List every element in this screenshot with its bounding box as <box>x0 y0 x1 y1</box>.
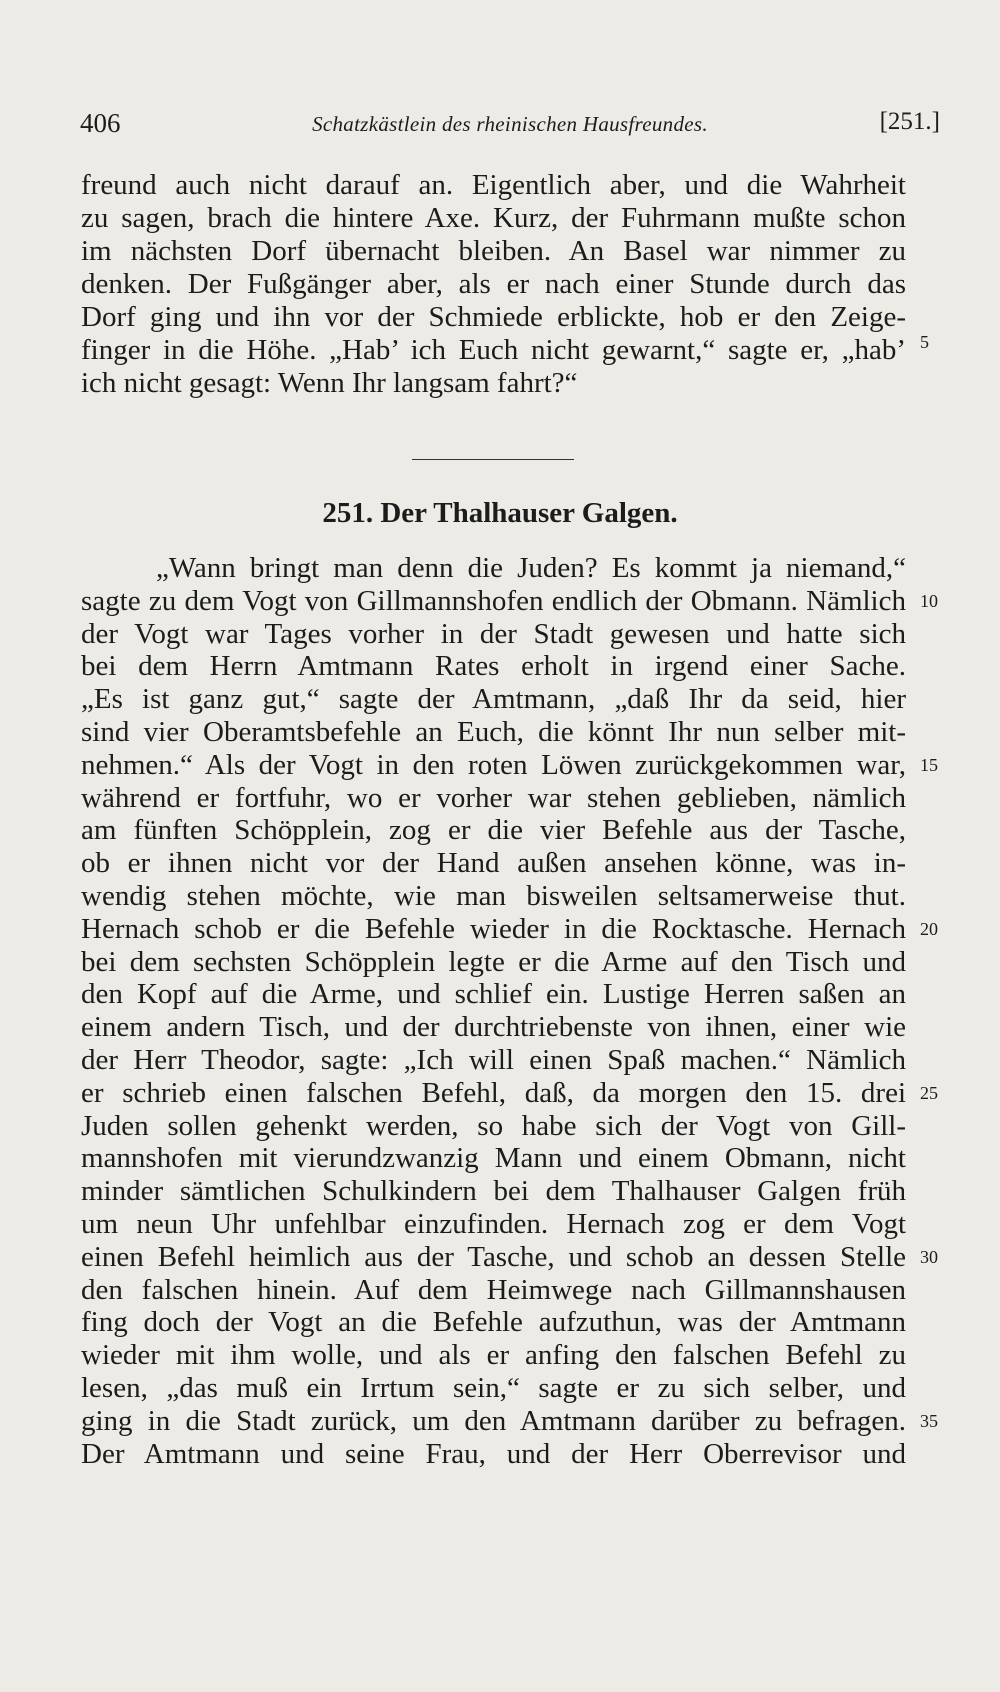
section-number: 251. <box>322 497 374 529</box>
text-line: mannshofen mit vierundzwanzig Mann und einem Obmann, nicht <box>81 1142 906 1175</box>
text-line: freund auch nicht darauf an. Eigentlich aber, und die Wahrheit <box>81 169 906 201</box>
text-line: Hernach schob er die Befehle wieder in die Rocktasche. Hernach <box>81 912 906 945</box>
text-line: sind vier Oberamtsbefehle an Euch, die könnt Ihr nun selber mit- <box>81 716 906 748</box>
text-line: während er fortfuhr, wo er vorher war stehen geblieben, nämlich <box>81 781 906 814</box>
text-line: finger in die Höhe. „Hab’ ich Euch nicht gewarnt,“ sagte er, „hab’ <box>81 334 906 366</box>
text-line: „Wann bringt man denn die Juden? Es kommt ja niemand,“ <box>156 552 906 584</box>
text-line: wendig stehen möchte, wie man bisweilen seltsamerweise thut. <box>81 880 906 912</box>
text-line: einem andern Tisch, und der durchtriebenste von ihnen, einer wie <box>81 1011 906 1044</box>
text-line: sagte zu dem Vogt von Gillmannshofen endlich der Obmann. Nämlich <box>81 584 906 617</box>
line-number: 35 <box>920 1410 938 1431</box>
page-number: 406 <box>80 108 121 138</box>
running-title: Schatzkästlein des rheinischen Hausfreundes. <box>312 112 708 136</box>
text-line: Der Amtmann und seine Frau, und der Herr Oberrevisor und <box>81 1437 906 1470</box>
text-line: er schrieb einen falschen Befehl, daß, da morgen den 15. drei <box>81 1076 906 1109</box>
text-line: fing doch der Vogt an die Befehle aufzuthun, was der Amtmann <box>81 1306 906 1339</box>
text-line: Dorf ging und ihn vor der Schmiede erblickte, hob er den Zeige- <box>81 301 906 333</box>
text-line: „Es ist ganz gut,“ sagte der Amtmann, „daß Ihr da seid, hier <box>81 683 906 716</box>
text-line: einen Befehl heimlich aus der Tasche, und schob an dessen Stelle <box>81 1240 906 1273</box>
text-line: zu sagen, brach die hintere Axe. Kurz, der Fuhrmann mußte schon <box>81 202 906 234</box>
section-reference: [251.] <box>879 108 940 135</box>
section-heading <box>0 497 1000 530</box>
text-line: um neun Uhr unfehlbar einzufinden. Hernach zog er dem Vogt <box>81 1208 906 1240</box>
line-number: 25 <box>920 1082 938 1103</box>
line-number: 15 <box>920 754 938 775</box>
text-line: lesen, „das muß ein Irrtum sein,“ sagte er zu sich selber, und <box>81 1372 906 1404</box>
text-line: am fünften Schöpplein, zog er die vier Befehle aus der Tasche, <box>81 814 906 847</box>
text-line: der Herr Theodor, sagte: „Ich will einen Spaß machen.“ Nämlich <box>81 1044 906 1076</box>
page-header <box>80 108 940 148</box>
text-line: der Vogt war Tages vorher in der Stadt gewesen und hatte sich <box>81 617 906 650</box>
text-line: minder sämtlichen Schulkindern bei dem Thalhauser Galgen früh <box>81 1175 906 1208</box>
text-line: wieder mit ihm wolle, und als er anfing den falschen Befehl zu <box>81 1339 906 1372</box>
text-line: Juden sollen gehenkt werden, so habe sich der Vogt von Gill- <box>81 1109 906 1142</box>
text-line: den Kopf auf die Arme, und schlief ein. Lustige Herren saßen an <box>81 978 906 1011</box>
line-number: 10 <box>920 590 938 611</box>
text-line: ob er ihnen nicht vor der Hand außen ansehen könne, was in- <box>81 847 906 880</box>
text-line: den falschen hinein. Auf dem Heimwege nach Gillmannshausen <box>81 1273 906 1306</box>
line-number: 30 <box>920 1246 938 1267</box>
line-number: 5 <box>920 332 929 352</box>
line-number: 20 <box>920 918 938 939</box>
section-divider <box>412 459 574 460</box>
text-line: ging in die Stadt zurück, um den Amtmann darüber zu befragen. <box>81 1404 906 1437</box>
text-line: bei dem Herrn Amtmann Rates erholt in irgend einer Sache. <box>81 650 906 683</box>
text-line: nehmen.“ Als der Vogt in den roten Löwen zurückgekommen war, <box>81 748 906 781</box>
text-line: denken. Der Fußgänger aber, als er nach einer Stunde durch das <box>81 268 906 300</box>
section-title: Der Thalhauser Galgen. <box>380 497 678 529</box>
text-line: ich nicht gesagt: Wenn Ihr langsam fahrt?“ <box>81 367 578 399</box>
text-line: im nächsten Dorf übernacht bleiben. An Basel war nimmer zu <box>81 235 906 267</box>
text-line: bei dem sechsten Schöpplein legte er die Arme auf den Tisch und <box>81 945 906 978</box>
